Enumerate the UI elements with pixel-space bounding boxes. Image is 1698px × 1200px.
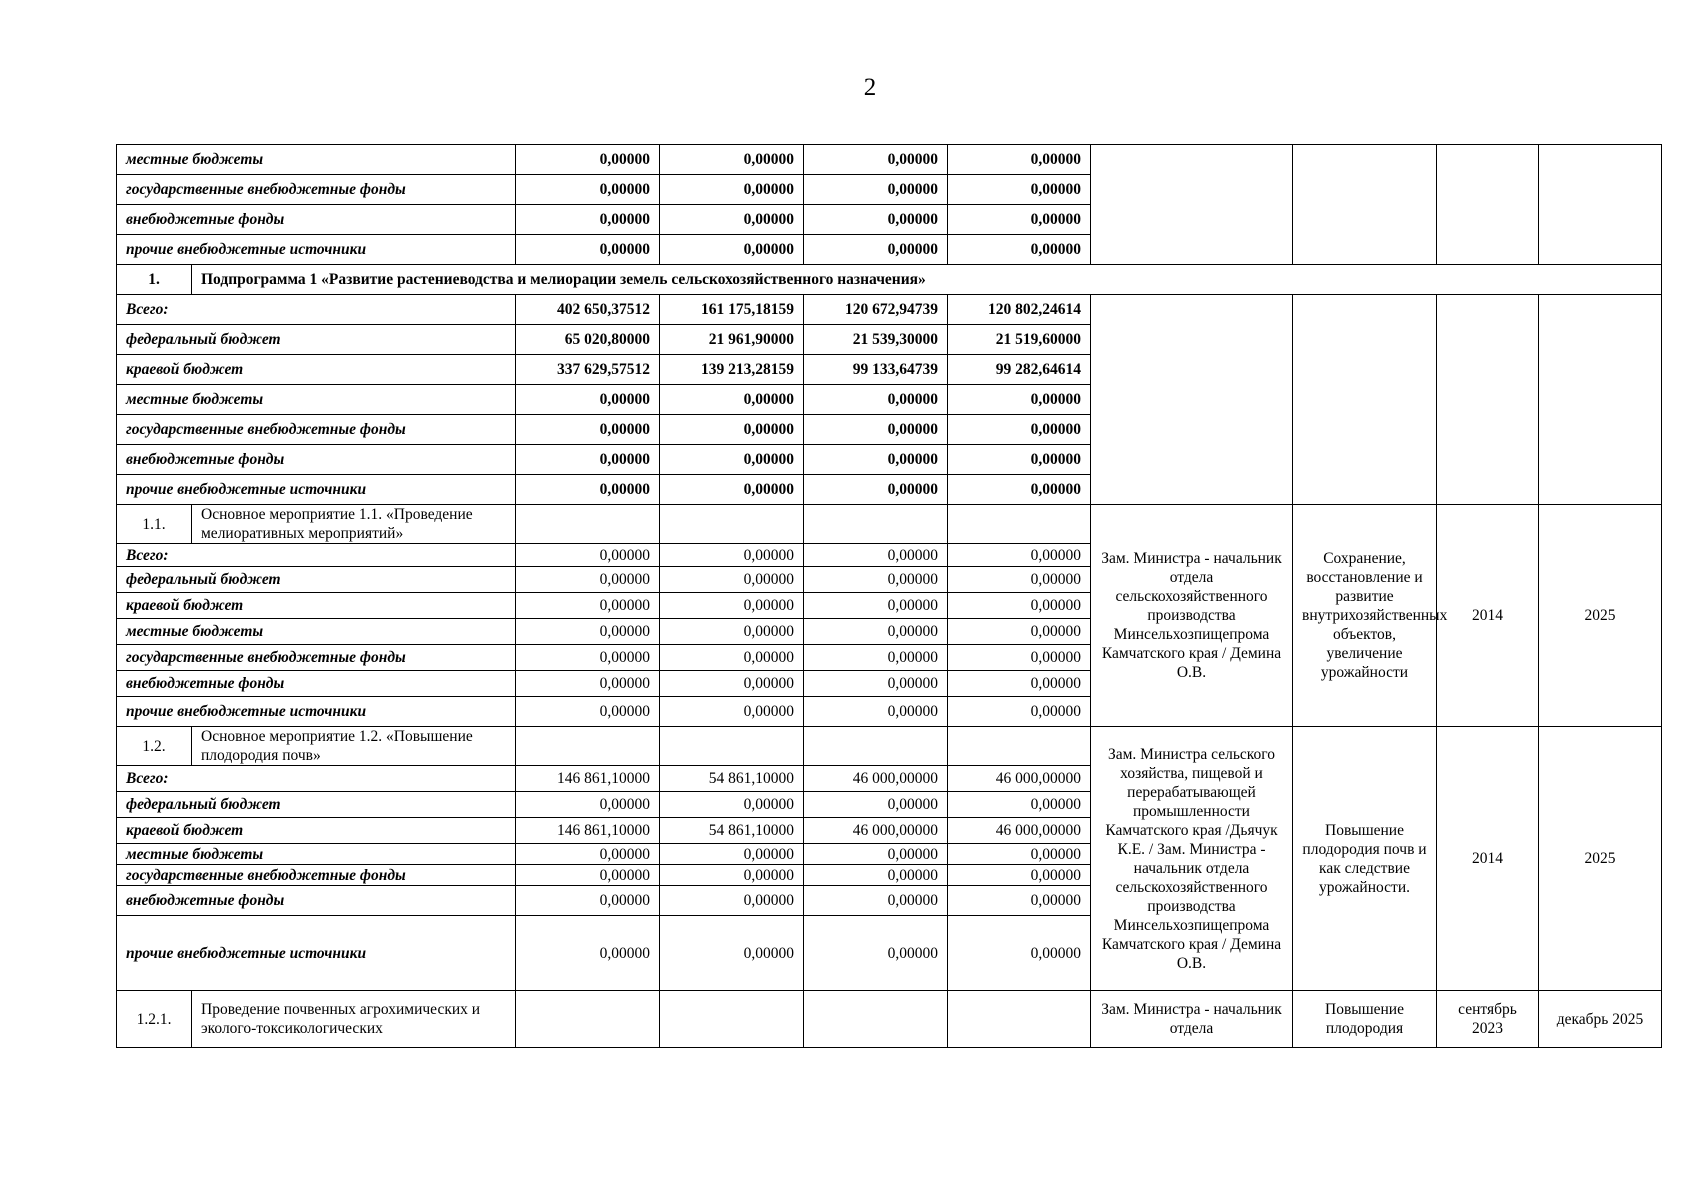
empty-cell [804,727,948,766]
cell-value: 0,00000 [804,445,948,475]
cell-value: 0,00000 [660,593,804,619]
row-label-other: прочие внебюджетные источники [117,235,516,265]
event-title: Проведение почвенных агрохимических и эколого-токсикологических [192,991,516,1048]
row-label-extra-funds: внебюджетные фонды [117,886,516,916]
expected-result: Сохранение, восстановление и развитие внутрихозяйственных объектов, увеличение урожайности [1293,505,1437,727]
cell-value: 99 133,64739 [804,355,948,385]
row-label-state-funds: государственные внебюджетные фонды [117,175,516,205]
cell-value: 0,00000 [516,415,660,445]
subprogram-number: 1. [117,265,192,295]
cell-value: 0,00000 [804,619,948,645]
cell-value: 0,00000 [516,445,660,475]
row-label-other: прочие внебюджетные источники [117,697,516,727]
event-code: 1.2.1. [117,991,192,1048]
cell-value: 0,00000 [804,475,948,505]
expected-result: Повышение плодородия [1293,991,1437,1048]
empty-cell [1091,145,1293,265]
cell-value: 0,00000 [516,475,660,505]
cell-value: 0,00000 [660,645,804,671]
event-code: 1.2. [117,727,192,766]
row-label-regional: краевой бюджет [117,593,516,619]
table-row [117,295,1662,325]
empty-cell [1437,145,1539,265]
cell-value: 0,00000 [516,844,660,865]
table-row [117,145,1662,175]
cell-value: 0,00000 [804,916,948,991]
row-label-federal: федеральный бюджет [117,567,516,593]
empty-cell [1539,145,1662,265]
empty-cell [1437,295,1539,505]
event-header-row [117,505,1662,544]
cell-value: 0,00000 [660,792,804,818]
cell-value: 0,00000 [516,175,660,205]
cell-value: 46 000,00000 [804,818,948,844]
cell-value: 54 861,10000 [660,766,804,792]
row-label-regional: краевой бюджет [117,355,516,385]
cell-value: 0,00000 [660,567,804,593]
cell-value: 0,00000 [660,475,804,505]
expected-result: Повышение плодородия почв и как следствие урожайности. [1293,727,1437,991]
cell-value: 0,00000 [804,385,948,415]
start-date: сентябрь 2023 [1437,991,1539,1048]
event-header-row [117,727,1662,766]
cell-value: 21 961,90000 [660,325,804,355]
cell-value: 0,00000 [948,697,1091,727]
empty-cell [1293,295,1437,505]
end-date: декабрь 2025 [1539,991,1662,1048]
subprogram-title: Подпрограмма 1 «Развитие растениеводства и мелиорации земель сельскохозяйственного назначения» [192,265,1662,295]
cell-value: 0,00000 [804,145,948,175]
cell-value: 0,00000 [516,205,660,235]
cell-value: 0,00000 [516,645,660,671]
cell-value: 0,00000 [804,205,948,235]
cell-value: 0,00000 [948,205,1091,235]
row-label-regional: краевой бюджет [117,818,516,844]
cell-value: 0,00000 [948,792,1091,818]
cell-value: 146 861,10000 [516,818,660,844]
cell-value: 0,00000 [948,619,1091,645]
cell-value: 0,00000 [660,671,804,697]
cell-value: 0,00000 [948,671,1091,697]
start-date: 2014 [1437,727,1539,991]
empty-cell [804,991,948,1048]
row-label-state-funds: государственные внебюджетные фонды [117,415,516,445]
row-label-total: Всего: [117,295,516,325]
cell-value: 0,00000 [516,619,660,645]
responsible-person: Зам. Министра сельского хозяйства, пищевой и перерабатывающей промышленности Камчатского края /Дьячук К.Е. / Зам. Министра - начальник отдела сельскохозяйственного производства Минсельхозпищепрома Камчатского края / Демина О.В. [1091,727,1293,991]
cell-value: 0,00000 [948,544,1091,567]
empty-cell [948,991,1091,1048]
cell-value: 0,00000 [804,886,948,916]
cell-value: 0,00000 [660,445,804,475]
row-label-extra-funds: внебюджетные фонды [117,671,516,697]
cell-value: 120 802,24614 [948,295,1091,325]
cell-value: 65 020,80000 [516,325,660,355]
empty-cell [948,505,1091,544]
row-label-other: прочие внебюджетные источники [117,475,516,505]
cell-value: 0,00000 [948,567,1091,593]
event-title: Основное мероприятие 1.2. «Повышение плодородия почв» [192,727,516,766]
cell-value: 0,00000 [660,205,804,235]
cell-value: 0,00000 [516,671,660,697]
cell-value: 139 213,28159 [660,355,804,385]
cell-value: 402 650,37512 [516,295,660,325]
end-date: 2025 [1539,505,1662,727]
row-label-local: местные бюджеты [117,619,516,645]
empty-cell [804,505,948,544]
budget-table [116,144,1662,1048]
cell-value: 0,00000 [948,415,1091,445]
cell-value: 337 629,57512 [516,355,660,385]
cell-value: 54 861,10000 [660,818,804,844]
subprogram-row [117,265,1662,295]
cell-value: 0,00000 [660,916,804,991]
page-number: 2 [863,74,877,101]
cell-value: 0,00000 [948,235,1091,265]
cell-value: 0,00000 [948,175,1091,205]
cell-value: 0,00000 [516,145,660,175]
cell-value: 0,00000 [516,792,660,818]
cell-value: 0,00000 [804,697,948,727]
cell-value: 46 000,00000 [948,766,1091,792]
empty-cell [516,727,660,766]
cell-value: 0,00000 [804,645,948,671]
cell-value: 0,00000 [660,844,804,865]
cell-value: 0,00000 [660,145,804,175]
cell-value: 0,00000 [948,645,1091,671]
cell-value: 0,00000 [516,886,660,916]
cell-value: 0,00000 [516,567,660,593]
cell-value: 0,00000 [516,865,660,886]
cell-value: 0,00000 [948,865,1091,886]
cell-value: 0,00000 [660,886,804,916]
row-label-state-funds: государственные внебюджетные фонды [117,645,516,671]
empty-cell [660,727,804,766]
responsible-person: Зам. Министра - начальник отдела [1091,991,1293,1048]
empty-cell [660,991,804,1048]
cell-value: 0,00000 [804,175,948,205]
cell-value: 0,00000 [516,697,660,727]
cell-value: 0,00000 [516,916,660,991]
cell-value: 0,00000 [804,415,948,445]
cell-value: 0,00000 [804,844,948,865]
cell-value: 0,00000 [804,567,948,593]
end-date: 2025 [1539,727,1662,991]
row-label-local: местные бюджеты [117,145,516,175]
row-label-federal: федеральный бюджет [117,792,516,818]
cell-value: 21 519,60000 [948,325,1091,355]
row-label-local: местные бюджеты [117,385,516,415]
cell-value: 0,00000 [660,544,804,567]
cell-value: 0,00000 [948,475,1091,505]
row-label-state-funds: государственные внебюджетные фонды [117,865,516,886]
row-label-other: прочие внебюджетные источники [117,916,516,991]
cell-value: 0,00000 [948,844,1091,865]
start-date: 2014 [1437,505,1539,727]
cell-value: 21 539,30000 [804,325,948,355]
cell-value: 0,00000 [948,145,1091,175]
cell-value: 0,00000 [804,671,948,697]
empty-cell [516,505,660,544]
cell-value: 0,00000 [804,544,948,567]
cell-value: 0,00000 [804,792,948,818]
empty-cell [1091,295,1293,505]
empty-cell [1293,145,1437,265]
cell-value: 0,00000 [948,385,1091,415]
cell-value: 0,00000 [516,235,660,265]
cell-value: 0,00000 [804,593,948,619]
row-label-total: Всего: [117,544,516,567]
cell-value: 146 861,10000 [516,766,660,792]
event-header-row [117,991,1662,1048]
empty-cell [948,727,1091,766]
cell-value: 0,00000 [516,544,660,567]
row-label-extra-funds: внебюджетные фонды [117,445,516,475]
cell-value: 0,00000 [804,865,948,886]
responsible-person: Зам. Министра - начальник отдела сельскохозяйственного производства Минсельхозпищепрома Камчатского края / Демина О.В. [1091,505,1293,727]
cell-value: 0,00000 [948,886,1091,916]
row-label-local: местные бюджеты [117,844,516,865]
cell-value: 46 000,00000 [948,818,1091,844]
cell-value: 0,00000 [660,235,804,265]
cell-value: 0,00000 [660,175,804,205]
cell-value: 161 175,18159 [660,295,804,325]
cell-value: 0,00000 [660,415,804,445]
event-code: 1.1. [117,505,192,544]
cell-value: 0,00000 [804,235,948,265]
cell-value: 0,00000 [948,445,1091,475]
cell-value: 99 282,64614 [948,355,1091,385]
cell-value: 0,00000 [516,593,660,619]
empty-cell [516,991,660,1048]
cell-value: 0,00000 [660,865,804,886]
cell-value: 0,00000 [516,385,660,415]
empty-cell [1539,295,1662,505]
cell-value: 0,00000 [660,697,804,727]
cell-value: 46 000,00000 [804,766,948,792]
event-title: Основное мероприятие 1.1. «Проведение мелиоративных мероприятий» [192,505,516,544]
cell-value: 0,00000 [948,916,1091,991]
row-label-total: Всего: [117,766,516,792]
cell-value: 120 672,94739 [804,295,948,325]
cell-value: 0,00000 [660,385,804,415]
empty-cell [660,505,804,544]
row-label-federal: федеральный бюджет [117,325,516,355]
cell-value: 0,00000 [660,619,804,645]
row-label-extra-funds: внебюджетные фонды [117,205,516,235]
cell-value: 0,00000 [948,593,1091,619]
